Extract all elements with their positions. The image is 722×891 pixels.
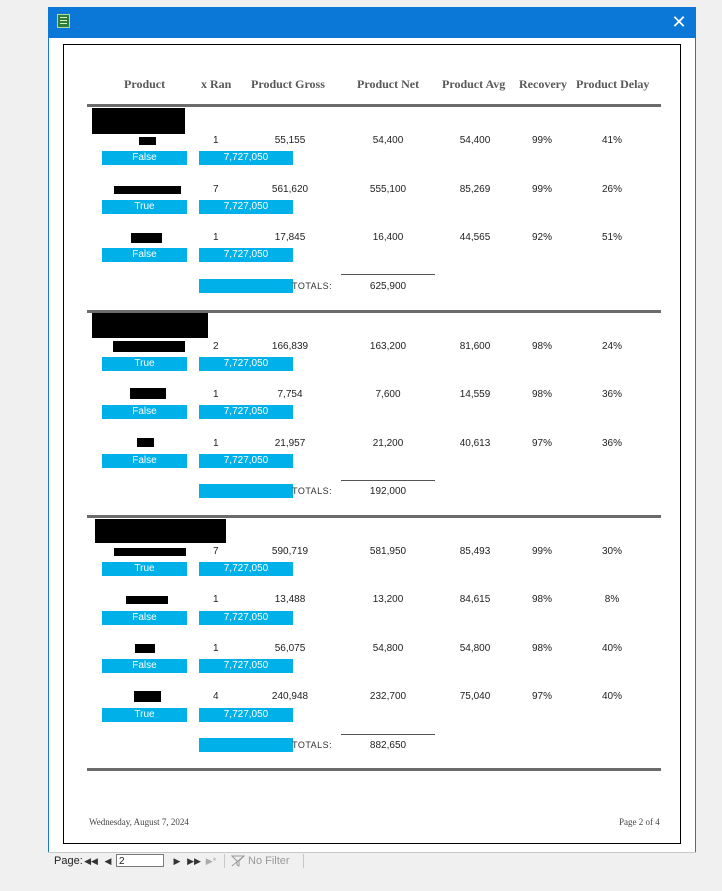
cell-x-ran: 7 [213,184,219,195]
flag-badge: False [102,454,187,468]
cell-product-gross: 166,839 [271,341,309,352]
flag-badge: True [102,200,187,214]
value-bar: 7,727,050 [199,562,293,576]
value-bar: 7,727,050 [199,659,293,673]
cell-x-ran: 1 [213,643,219,654]
new-record-button[interactable]: ▶* [205,856,217,866]
flag-badge: False [102,151,187,165]
cell-product-gross: 7,754 [277,389,303,400]
page-number: Page 2 of 4 [619,817,660,827]
redacted-product-name [134,691,161,702]
cell-product-avg: 40,613 [459,438,491,449]
cell-product-avg: 54,800 [459,643,491,654]
cell-product-avg: 85,493 [459,546,491,557]
totals-value: 625,900 [369,281,407,292]
next-page-button[interactable]: ▶ [173,856,181,866]
value-bar: 7,727,050 [199,454,293,468]
cell-product-delay: 30% [601,546,622,557]
cell-product-net: 21,200 [372,438,404,449]
cell-product-avg: 54,400 [459,135,491,146]
redacted-group-name [92,313,208,338]
totals-bar [199,738,293,752]
cell-recovery: 98% [531,341,552,352]
cell-product-delay: 40% [601,691,622,702]
cell-product-gross: 17,845 [274,232,306,243]
cell-recovery: 99% [531,184,552,195]
cell-product-delay: 26% [601,184,622,195]
flag-badge: True [102,708,187,722]
totals-bar [199,484,293,498]
header-product: Product [124,77,166,91]
cell-recovery: 98% [531,389,552,400]
access-app-icon [57,14,70,28]
cell-product-net: 54,400 [372,135,404,146]
totals-label: TOTALS: [292,486,333,496]
header-x-ran: x Ran [201,77,232,91]
cell-x-ran: 1 [213,438,219,449]
cell-recovery: 99% [531,546,552,557]
page-label: Page: [54,855,83,867]
totals-value: 192,000 [369,486,407,497]
nav-separator [224,854,225,868]
cell-product-gross: 55,155 [274,135,306,146]
group-divider [87,104,661,107]
cell-product-delay: 40% [601,643,622,654]
cell-recovery: 99% [531,135,552,146]
cell-product-avg: 75,040 [459,691,491,702]
cell-product-gross: 561,620 [271,184,309,195]
value-bar: 7,727,050 [199,708,293,722]
cell-product-gross: 590,719 [271,546,309,557]
cell-product-avg: 84,615 [459,594,491,605]
redacted-product-name [135,644,155,653]
group-divider [87,515,661,518]
record-navigation-bar [48,852,696,869]
cell-recovery: 92% [531,232,552,243]
cell-product-net: 54,800 [372,643,404,654]
redacted-group-name [92,108,185,134]
cell-product-delay: 41% [601,135,622,146]
cell-recovery: 97% [531,691,552,702]
header-product-net: Product Net [357,77,420,91]
cell-recovery: 97% [531,438,552,449]
cell-product-net: 7,600 [375,389,401,400]
report-end-divider [87,768,661,771]
cell-product-gross: 56,075 [274,643,306,654]
redacted-product-name [113,341,185,352]
flag-badge: False [102,405,187,419]
cell-product-net: 555,100 [369,184,407,195]
redacted-group-name [95,519,226,543]
cell-x-ran: 4 [213,691,219,702]
cell-product-avg: 81,600 [459,341,491,352]
first-page-button[interactable]: ◀◀ [84,856,98,866]
cell-product-delay: 36% [601,389,622,400]
cell-x-ran: 1 [213,135,219,146]
value-bar: 7,727,050 [199,357,293,371]
redacted-product-name [126,596,168,604]
cell-product-gross: 240,948 [271,691,309,702]
totals-rule [341,274,435,275]
previous-page-button[interactable]: ◀ [104,856,112,866]
value-bar: 7,727,050 [199,405,293,419]
cell-product-net: 13,200 [372,594,404,605]
no-filter-button[interactable]: No Filter [248,855,290,867]
cell-product-delay: 8% [604,594,620,605]
title-bar [48,7,696,38]
last-page-button[interactable]: ▶▶ [187,856,201,866]
header-product-gross: Product Gross [251,77,325,91]
cell-product-avg: 85,269 [459,184,491,195]
totals-rule [341,480,435,481]
cell-x-ran: 1 [213,389,219,400]
nav-separator [303,854,304,868]
totals-label: TOTALS: [292,281,333,291]
redacted-product-name [130,388,166,399]
header-product-delay: Product Delay [576,77,650,91]
cell-recovery: 98% [531,594,552,605]
redacted-product-name [137,438,154,447]
value-bar: 7,727,050 [199,248,293,262]
cell-product-net: 16,400 [372,232,404,243]
cell-product-net: 581,950 [369,546,407,557]
cell-x-ran: 1 [213,594,219,605]
flag-badge: False [102,248,187,262]
header-product-avg: Product Avg [442,77,506,91]
redacted-product-name [114,186,181,194]
totals-bar [199,279,293,293]
flag-badge: False [102,659,187,673]
page-number-input[interactable]: 2 [116,854,164,867]
flag-badge: True [102,357,187,371]
totals-rule [341,734,435,735]
cell-x-ran: 7 [213,546,219,557]
value-bar: 7,727,050 [199,151,293,165]
cell-product-avg: 44,565 [459,232,491,243]
totals-label: TOTALS: [292,740,333,750]
report-date: Wednesday, August 7, 2024 [89,817,189,827]
cell-product-delay: 24% [601,341,622,352]
flag-badge: True [102,562,187,576]
value-bar: 7,727,050 [199,200,293,214]
cell-product-delay: 36% [601,438,622,449]
flag-badge: False [102,611,187,625]
redacted-product-name [131,233,162,243]
cell-recovery: 98% [531,643,552,654]
cell-product-avg: 14,559 [459,389,491,400]
cell-product-gross: 21,957 [274,438,306,449]
redacted-product-name [114,548,186,556]
cell-product-net: 232,700 [369,691,407,702]
redacted-product-name [139,137,156,145]
value-bar: 7,727,050 [199,611,293,625]
cell-product-net: 163,200 [369,341,407,352]
header-recovery: Recovery [519,77,567,91]
cell-product-delay: 51% [601,232,622,243]
filter-icon [231,855,245,867]
close-button[interactable]: ✕ [671,12,687,32]
cell-x-ran: 1 [213,232,219,243]
cell-product-gross: 13,488 [274,594,306,605]
cell-x-ran: 2 [213,341,219,352]
totals-value: 882,650 [369,740,407,751]
